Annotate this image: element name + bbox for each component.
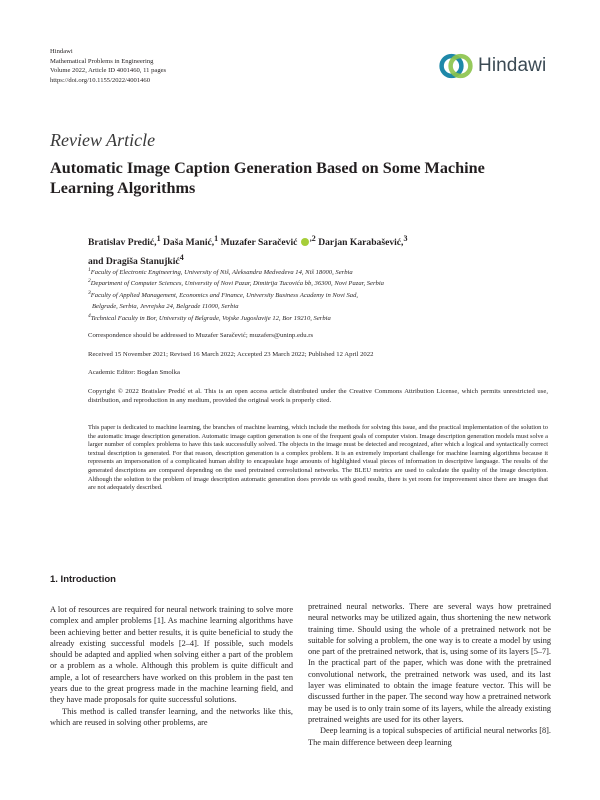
paragraph: A lot of resources are required for neural network training to solve more complex and ampler problems [1]. As machine learning algorithms have been achieving better and better results, it is quite beneficial to study the already existing successful models [2–4]. If possible, such models should be adapted and applied when solving either a part of the problem or a problem as a whole. Although this problem is quite difficult and ample, a lot of researchers have worked on this problem in the past ten years due to the great progress made in the machine learning field, and they have made proposals for quite successful solutions. bbox=[50, 605, 293, 705]
logo-wordmark: Hindawi bbox=[478, 55, 547, 76]
author: Muzafer Saračević bbox=[220, 237, 298, 249]
volume-info: Volume 2022, Article ID 4001460, 11 pages bbox=[50, 67, 167, 75]
orcid-icon[interactable] bbox=[301, 238, 309, 246]
copyright-notice: Copyright © 2022 Bratislav Predić et al. This is an open access article distributed under the Creative Commons Attribution License, which permits unrestricted use, distribution, and reproduction in any medium, provided the original work is properly cited. bbox=[88, 388, 548, 405]
hindawi-logo-icon bbox=[438, 48, 474, 84]
article-type: Review Article bbox=[50, 130, 156, 150]
affiliation: Belgrade, Serbia, Jevrejska 24, Belgrade 11000, Serbia bbox=[92, 303, 239, 311]
doi-link[interactable]: https://doi.org/10.1155/2022/4001460 bbox=[50, 76, 151, 84]
article-title: Automatic Image Caption Generation Based on Some Machine Learning Algorithms bbox=[50, 159, 485, 197]
abstract: This paper is dedicated to machine learning, the branches of machine learning, which include the methods for solving this issue, and the practical implementation of the solution to the automatic image description generation. Automatic image caption generation is one of the frequent goals of computer vision. Image description generation models must solve a larger number of complex problems to have this task successfully solved. The objects in the image must be detected and recognized, after which a logical and syntactically correct textual description is generated. For that reason, description generation is a complex problem. It is an extremely important challenge for machine learning algorithms because it represents an impersonation of a complicated human ability to encapsulate huge amounts of highlighted visual pieces of information in descriptive language. The results of the generated descriptions are compared depending on the used pretrained convolutional networks. The BLEU metrics are used to calculate the quality of the image description. Although the solution to the problem of image description automatic generation does provide us with good results, there is yet room for improvement since there are images that are not adequately described. bbox=[88, 424, 548, 492]
author: Daša Manić, bbox=[162, 237, 215, 249]
publisher-name: Hindawi bbox=[50, 48, 73, 55]
author: Darjan Karabašević, bbox=[318, 237, 404, 249]
paragraph: pretrained neural networks. There are several ways how pretrained neural networks may be utilized again, thus shortening the new network training time. Should using the whole of a pretrained network not be suitable for solving a problem, the one way is to create a model by using one part of the pretrained network, that is, using some of its layers [5–7]. In the practical part of the paper, which was done with the pretrained convolutional network, the pretrained network was used, and its last layer was eliminated to obtain the image feature vector. This will be discussed further in the paper. The second way how a pretrained network may be used is to only train some of its layers, while the already existing pretrained weights are used for its other layers. bbox=[308, 602, 551, 724]
journal-name: Mathematical Problems in Engineering bbox=[50, 57, 154, 65]
affiliation: Technical Faculty in Bor, University of Belgrade, Vojske Jugoslavije 12, Bor 19210, Serbia bbox=[90, 314, 331, 322]
left-column bbox=[50, 604, 293, 728]
affiliations: $^1$Faculty of Electronic Engineering, University of Niš, Aleksandra Medvedeva 14, Niš 18000, Serbia $^2$Department of Computer Sciences, University of Novi Pazar, Dimitrija Tucovića bb, 36300, Novi Pazar, Serbia $^3$Faculty of Applied Management, Economics and Finance, University Business Academy in Novi Sad, Belgrade, Serbia, Jevrejska 24, Belgrade 11000, Serbia $^4$Technical Faculty in Bor, University of Belgrade, Vojske Jugoslavije 12, Bor 19210, Serbia bbox=[88, 267, 384, 322]
journal-header bbox=[50, 47, 166, 85]
section-heading: 1. Introduction bbox=[50, 574, 116, 585]
author: Bratislav Predić, bbox=[88, 237, 157, 249]
affiliation: Department of Computer Sciences, University of Novi Pazar, Dimitrija Tucovića bb, 36300, Novi Pazar, Serbia bbox=[90, 280, 384, 288]
author: and Dragiša Stanujkić bbox=[88, 256, 180, 268]
paragraph: This method is called transfer learning, and the networks like this, which are reused in solving other problems, are bbox=[50, 706, 293, 727]
academic-editor: Academic Editor: Bogdan Smolka bbox=[88, 369, 180, 376]
correspondence: Correspondence should be addressed to Muzafer Saračević; muzafers@uninp.edu.rs bbox=[88, 332, 314, 339]
publication-dates: Received 15 November 2021; Revised 16 March 2022; Accepted 23 March 2022; Published 12 April 2022 bbox=[88, 351, 374, 358]
hindawi-logo bbox=[438, 48, 546, 84]
paragraph: Deep learning is a topical subspecies of artificial neural networks [8]. The main difference between deep learning bbox=[308, 726, 551, 747]
affiliation: Faculty of Electronic Engineering, University of Niš, Aleksandra Medvedeva 14, Niš 18000, Serbia bbox=[90, 269, 353, 277]
affiliation: Faculty of Applied Management, Economics and Finance, University Business Academy in Novi Sad, bbox=[90, 291, 359, 299]
right-column bbox=[308, 601, 551, 748]
author-list: Bratislav Predić,$^1$ Daša Manić,$^1$ Muzafer Saračević $^{,2}$ Darjan Karabašević,$^3$ and Dragiša Stanujkić$^4$ bbox=[88, 234, 408, 268]
